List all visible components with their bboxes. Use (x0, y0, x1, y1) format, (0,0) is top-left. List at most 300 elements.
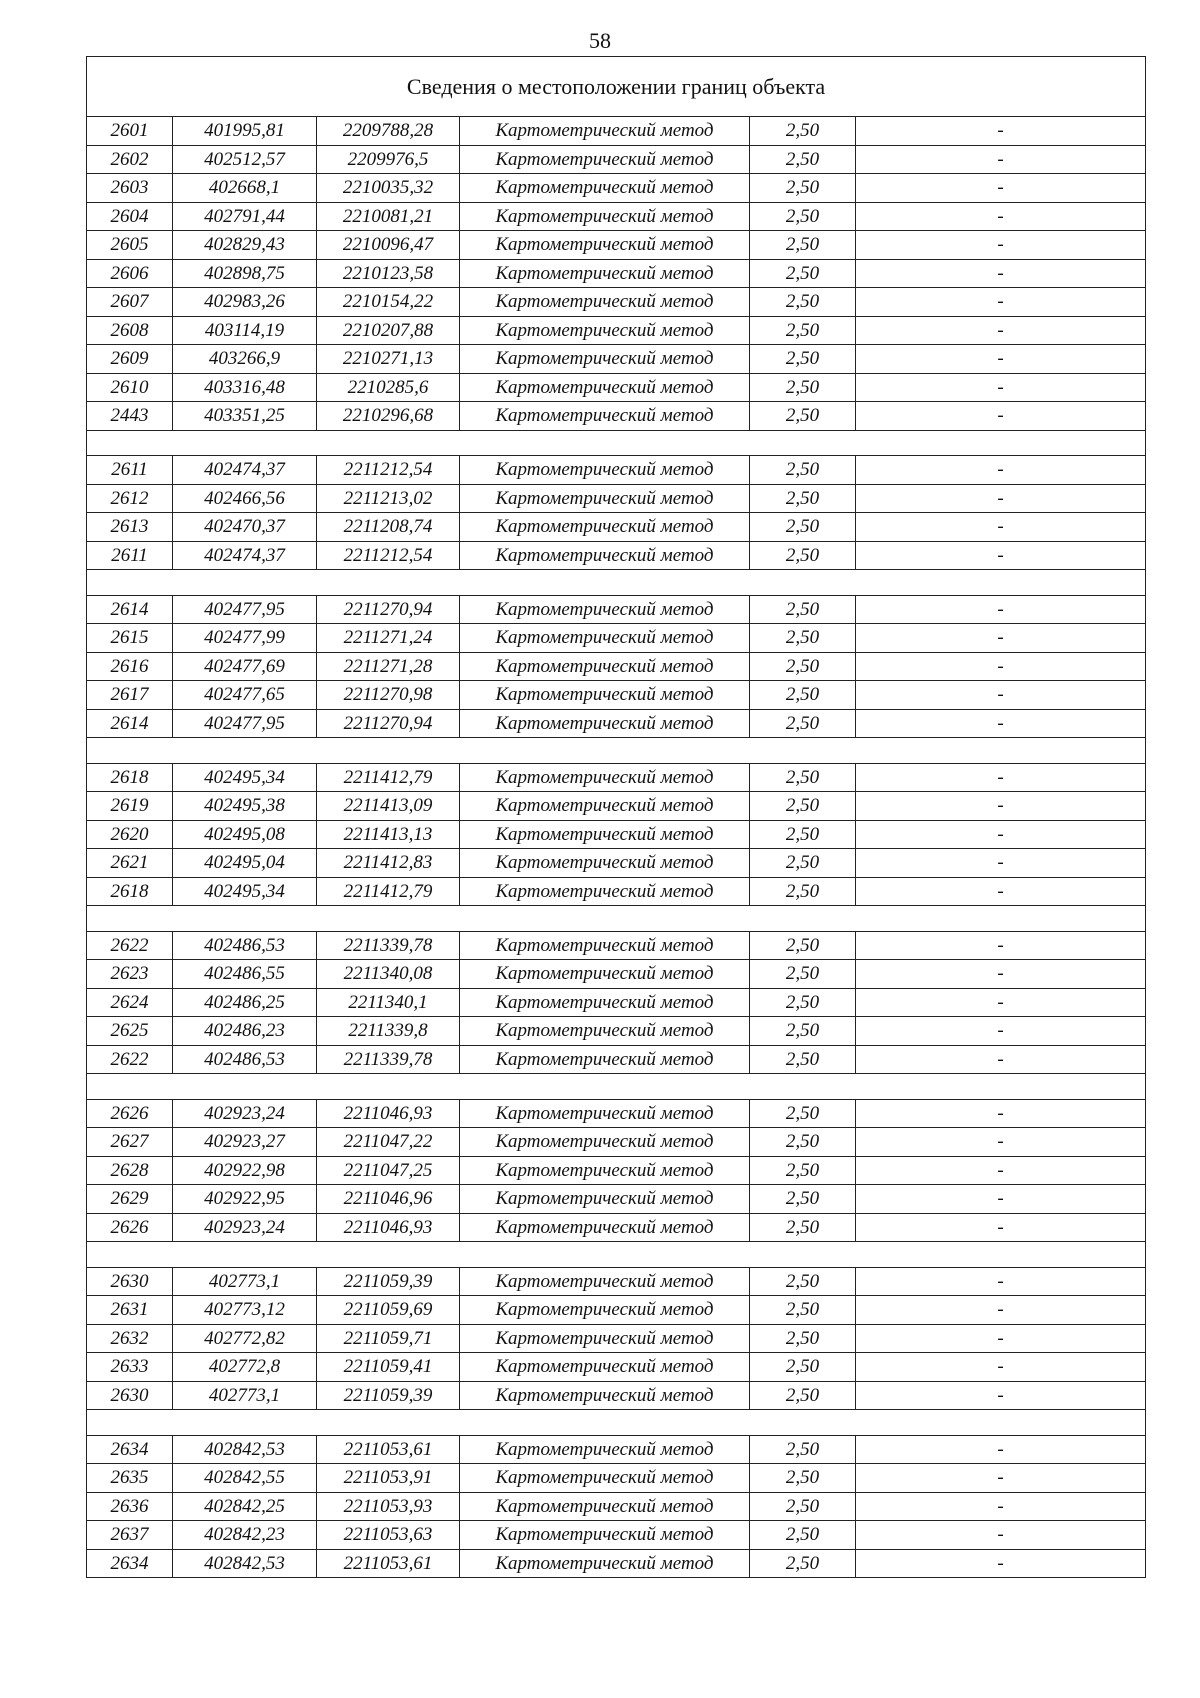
coord-x-cell: 403316,48 (173, 373, 317, 402)
table-row (87, 513, 1146, 542)
precision-cell: 2,50 (750, 1464, 856, 1493)
coord-x-cell: 402495,04 (173, 849, 317, 878)
table-row (87, 145, 1146, 174)
method-cell: Картометрический метод (460, 316, 750, 345)
method-cell: Картометрический метод (460, 1267, 750, 1296)
description-cell: - (856, 849, 1146, 878)
table-row (87, 960, 1146, 989)
description-cell: - (856, 456, 1146, 485)
table-row (87, 1296, 1146, 1325)
coord-y-cell: 2211271,28 (317, 652, 460, 681)
method-cell: Картометрический метод (460, 231, 750, 260)
coord-y-cell: 2211412,79 (317, 763, 460, 792)
method-cell: Картометрический метод (460, 652, 750, 681)
method-cell: Картометрический метод (460, 1017, 750, 1046)
method-cell: Картометрический метод (460, 877, 750, 906)
coord-x-cell: 402486,25 (173, 988, 317, 1017)
precision-cell: 2,50 (750, 1045, 856, 1074)
coord-y-cell: 2211059,41 (317, 1353, 460, 1382)
description-cell: - (856, 681, 1146, 710)
coord-x-cell: 402842,23 (173, 1521, 317, 1550)
precision-cell: 2,50 (750, 1521, 856, 1550)
precision-cell: 2,50 (750, 456, 856, 485)
table-row (87, 345, 1146, 374)
coord-y-cell: 2209976,5 (317, 145, 460, 174)
table-title: Сведения о местоположении границ объекта (87, 57, 1146, 117)
precision-cell: 2,50 (750, 1185, 856, 1214)
coord-x-cell: 402923,24 (173, 1213, 317, 1242)
table-row (87, 1099, 1146, 1128)
description-cell: - (856, 145, 1146, 174)
coord-x-cell: 402773,1 (173, 1381, 317, 1410)
table-row (87, 1267, 1146, 1296)
point-number-cell: 2602 (87, 145, 173, 174)
point-number-cell: 2637 (87, 1521, 173, 1550)
table-row (87, 763, 1146, 792)
point-number-cell: 2620 (87, 820, 173, 849)
point-number-cell: 2631 (87, 1296, 173, 1325)
group-separator (87, 1410, 1146, 1436)
coord-x-cell: 402842,53 (173, 1435, 317, 1464)
point-number-cell: 2443 (87, 402, 173, 431)
precision-cell: 2,50 (750, 288, 856, 317)
coord-x-cell: 402842,55 (173, 1464, 317, 1493)
description-cell: - (856, 595, 1146, 624)
description-cell: - (856, 174, 1146, 203)
method-cell: Картометрический метод (460, 1492, 750, 1521)
coord-y-cell: 2210207,88 (317, 316, 460, 345)
description-cell: - (856, 1381, 1146, 1410)
point-number-cell: 2634 (87, 1435, 173, 1464)
page-number: 58 (589, 28, 611, 53)
method-cell: Картометрический метод (460, 513, 750, 542)
coord-y-cell: 2209788,28 (317, 117, 460, 146)
table-row (87, 316, 1146, 345)
point-number-cell: 2611 (87, 456, 173, 485)
description-cell: - (856, 1353, 1146, 1382)
coord-y-cell: 2211059,71 (317, 1324, 460, 1353)
group-separator (87, 1242, 1146, 1268)
point-number-cell: 2619 (87, 792, 173, 821)
description-cell: - (856, 820, 1146, 849)
precision-cell: 2,50 (750, 145, 856, 174)
table-row (87, 456, 1146, 485)
method-cell: Картометрический метод (460, 1099, 750, 1128)
description-cell: - (856, 1045, 1146, 1074)
point-number-cell: 2624 (87, 988, 173, 1017)
point-number-cell: 2604 (87, 202, 173, 231)
table-row (87, 820, 1146, 849)
description-cell: - (856, 513, 1146, 542)
coord-y-cell: 2211053,63 (317, 1521, 460, 1550)
description-cell: - (856, 1017, 1146, 1046)
description-cell: - (856, 960, 1146, 989)
group-separator (87, 430, 1146, 456)
precision-cell: 2,50 (750, 1381, 856, 1410)
method-cell: Картометрический метод (460, 1549, 750, 1578)
description-cell: - (856, 1464, 1146, 1493)
coord-y-cell: 2210296,68 (317, 402, 460, 431)
method-cell: Картометрический метод (460, 792, 750, 821)
precision-cell: 2,50 (750, 709, 856, 738)
precision-cell: 2,50 (750, 681, 856, 710)
description-cell: - (856, 1549, 1146, 1578)
precision-cell: 2,50 (750, 931, 856, 960)
description-cell: - (856, 1296, 1146, 1325)
precision-cell: 2,50 (750, 1213, 856, 1242)
method-cell: Картометрический метод (460, 595, 750, 624)
method-cell: Картометрический метод (460, 1435, 750, 1464)
coord-x-cell: 402495,08 (173, 820, 317, 849)
precision-cell: 2,50 (750, 1435, 856, 1464)
method-cell: Картометрический метод (460, 288, 750, 317)
precision-cell: 2,50 (750, 988, 856, 1017)
point-number-cell: 2626 (87, 1213, 173, 1242)
coord-x-cell: 403114,19 (173, 316, 317, 345)
coord-x-cell: 403266,9 (173, 345, 317, 374)
point-number-cell: 2616 (87, 652, 173, 681)
separator-cell (87, 1242, 1146, 1268)
precision-cell: 2,50 (750, 1267, 856, 1296)
method-cell: Картометрический метод (460, 484, 750, 513)
table-row (87, 595, 1146, 624)
coord-y-cell: 2210123,58 (317, 259, 460, 288)
coord-y-cell: 2210096,47 (317, 231, 460, 260)
coord-y-cell: 2211059,69 (317, 1296, 460, 1325)
description-cell: - (856, 1128, 1146, 1157)
coord-y-cell: 2211053,93 (317, 1492, 460, 1521)
point-number-cell: 2608 (87, 316, 173, 345)
point-number-cell: 2614 (87, 595, 173, 624)
description-cell: - (856, 1521, 1146, 1550)
method-cell: Картометрический метод (460, 988, 750, 1017)
precision-cell: 2,50 (750, 624, 856, 653)
precision-cell: 2,50 (750, 231, 856, 260)
point-number-cell: 2635 (87, 1464, 173, 1493)
coord-x-cell: 402474,37 (173, 541, 317, 570)
method-cell: Картометрический метод (460, 259, 750, 288)
description-cell: - (856, 1213, 1146, 1242)
description-cell: - (856, 231, 1146, 260)
point-number-cell: 2636 (87, 1492, 173, 1521)
method-cell: Картометрический метод (460, 1156, 750, 1185)
point-number-cell: 2612 (87, 484, 173, 513)
point-number-cell: 2610 (87, 373, 173, 402)
coord-x-cell: 402486,53 (173, 931, 317, 960)
description-cell: - (856, 345, 1146, 374)
description-cell: - (856, 709, 1146, 738)
coord-x-cell: 402495,38 (173, 792, 317, 821)
description-cell: - (856, 1435, 1146, 1464)
method-cell: Картометрический метод (460, 1353, 750, 1382)
table-row (87, 202, 1146, 231)
precision-cell: 2,50 (750, 1324, 856, 1353)
table-row (87, 1381, 1146, 1410)
coord-x-cell: 402983,26 (173, 288, 317, 317)
point-number-cell: 2628 (87, 1156, 173, 1185)
table-row (87, 288, 1146, 317)
precision-cell: 2,50 (750, 1156, 856, 1185)
method-cell: Картометрический метод (460, 1185, 750, 1214)
coord-y-cell: 2211208,74 (317, 513, 460, 542)
method-cell: Картометрический метод (460, 345, 750, 374)
coord-y-cell: 2211053,61 (317, 1435, 460, 1464)
table-row (87, 1464, 1146, 1493)
table-row (87, 1156, 1146, 1185)
precision-cell: 2,50 (750, 849, 856, 878)
coord-x-cell: 402495,34 (173, 763, 317, 792)
method-cell: Картометрический метод (460, 1381, 750, 1410)
method-cell: Картометрический метод (460, 541, 750, 570)
point-number-cell: 2607 (87, 288, 173, 317)
description-cell: - (856, 652, 1146, 681)
coord-y-cell: 2211053,61 (317, 1549, 460, 1578)
separator-cell (87, 570, 1146, 596)
coord-y-cell: 2210154,22 (317, 288, 460, 317)
coord-x-cell: 402668,1 (173, 174, 317, 203)
precision-cell: 2,50 (750, 316, 856, 345)
table-row (87, 117, 1146, 146)
point-number-cell: 2625 (87, 1017, 173, 1046)
coord-y-cell: 2211053,91 (317, 1464, 460, 1493)
method-cell: Картометрический метод (460, 373, 750, 402)
precision-cell: 2,50 (750, 652, 856, 681)
coord-x-cell: 402466,56 (173, 484, 317, 513)
table-row (87, 624, 1146, 653)
coord-x-cell: 402477,65 (173, 681, 317, 710)
point-number-cell: 2622 (87, 1045, 173, 1074)
coord-y-cell: 2211047,25 (317, 1156, 460, 1185)
table-row (87, 1128, 1146, 1157)
coord-y-cell: 2211059,39 (317, 1381, 460, 1410)
point-number-cell: 2617 (87, 681, 173, 710)
coord-y-cell: 2210081,21 (317, 202, 460, 231)
method-cell: Картометрический метод (460, 1128, 750, 1157)
boundary-table (86, 56, 1146, 1578)
precision-cell: 2,50 (750, 202, 856, 231)
coord-x-cell: 401995,81 (173, 117, 317, 146)
table-row (87, 484, 1146, 513)
separator-cell (87, 1410, 1146, 1436)
table-row (87, 1324, 1146, 1353)
method-cell: Картометрический метод (460, 202, 750, 231)
coord-x-cell: 402829,43 (173, 231, 317, 260)
coord-x-cell: 402486,23 (173, 1017, 317, 1046)
table-row (87, 849, 1146, 878)
group-separator (87, 1074, 1146, 1100)
description-cell: - (856, 624, 1146, 653)
table-row (87, 402, 1146, 431)
precision-cell: 2,50 (750, 117, 856, 146)
coord-x-cell: 402922,98 (173, 1156, 317, 1185)
method-cell: Картометрический метод (460, 763, 750, 792)
table-row (87, 1549, 1146, 1578)
precision-cell: 2,50 (750, 1492, 856, 1521)
group-separator (87, 906, 1146, 932)
coord-y-cell: 2211270,98 (317, 681, 460, 710)
precision-cell: 2,50 (750, 1099, 856, 1128)
point-number-cell: 2622 (87, 931, 173, 960)
description-cell: - (856, 877, 1146, 906)
description-cell: - (856, 931, 1146, 960)
method-cell: Картометрический метод (460, 820, 750, 849)
coord-x-cell: 402773,1 (173, 1267, 317, 1296)
method-cell: Картометрический метод (460, 1521, 750, 1550)
point-number-cell: 2609 (87, 345, 173, 374)
table-row (87, 681, 1146, 710)
table-row (87, 231, 1146, 260)
point-number-cell: 2618 (87, 877, 173, 906)
precision-cell: 2,50 (750, 402, 856, 431)
point-number-cell: 2630 (87, 1381, 173, 1410)
table-row (87, 1185, 1146, 1214)
table-row (87, 931, 1146, 960)
table-row (87, 1017, 1146, 1046)
point-number-cell: 2614 (87, 709, 173, 738)
description-cell: - (856, 316, 1146, 345)
precision-cell: 2,50 (750, 960, 856, 989)
method-cell: Картометрический метод (460, 1213, 750, 1242)
coord-x-cell: 402898,75 (173, 259, 317, 288)
precision-cell: 2,50 (750, 877, 856, 906)
coord-x-cell: 402477,95 (173, 595, 317, 624)
coord-x-cell: 402477,95 (173, 709, 317, 738)
coord-y-cell: 2211339,78 (317, 931, 460, 960)
description-cell: - (856, 541, 1146, 570)
point-number-cell: 2611 (87, 541, 173, 570)
coord-y-cell: 2210035,32 (317, 174, 460, 203)
coord-y-cell: 2211412,79 (317, 877, 460, 906)
coord-y-cell: 2211046,93 (317, 1213, 460, 1242)
coord-y-cell: 2210271,13 (317, 345, 460, 374)
point-number-cell: 2615 (87, 624, 173, 653)
table-row (87, 1213, 1146, 1242)
table-row (87, 877, 1146, 906)
point-number-cell: 2621 (87, 849, 173, 878)
point-number-cell: 2627 (87, 1128, 173, 1157)
point-number-cell: 2606 (87, 259, 173, 288)
coord-x-cell: 402477,69 (173, 652, 317, 681)
table-row (87, 541, 1146, 570)
method-cell: Картометрический метод (460, 960, 750, 989)
separator-cell (87, 906, 1146, 932)
coord-x-cell: 402474,37 (173, 456, 317, 485)
coord-x-cell: 402922,95 (173, 1185, 317, 1214)
coord-x-cell: 402477,99 (173, 624, 317, 653)
table-row (87, 709, 1146, 738)
precision-cell: 2,50 (750, 174, 856, 203)
group-separator (87, 738, 1146, 764)
coord-y-cell: 2211271,24 (317, 624, 460, 653)
point-number-cell: 2632 (87, 1324, 173, 1353)
separator-cell (87, 1074, 1146, 1100)
description-cell: - (856, 259, 1146, 288)
description-cell: - (856, 373, 1146, 402)
coord-y-cell: 2211270,94 (317, 595, 460, 624)
table-row (87, 259, 1146, 288)
point-number-cell: 2618 (87, 763, 173, 792)
method-cell: Картометрический метод (460, 117, 750, 146)
method-cell: Картометрический метод (460, 849, 750, 878)
precision-cell: 2,50 (750, 513, 856, 542)
coord-y-cell: 2211270,94 (317, 709, 460, 738)
point-number-cell: 2613 (87, 513, 173, 542)
coord-y-cell: 2211340,1 (317, 988, 460, 1017)
coord-x-cell: 402923,27 (173, 1128, 317, 1157)
precision-cell: 2,50 (750, 595, 856, 624)
point-number-cell: 2630 (87, 1267, 173, 1296)
coord-x-cell: 402923,24 (173, 1099, 317, 1128)
method-cell: Картометрический метод (460, 174, 750, 203)
method-cell: Картометрический метод (460, 402, 750, 431)
precision-cell: 2,50 (750, 1549, 856, 1578)
coord-x-cell: 402486,53 (173, 1045, 317, 1074)
precision-cell: 2,50 (750, 541, 856, 570)
coord-y-cell: 2211059,39 (317, 1267, 460, 1296)
method-cell: Картометрический метод (460, 456, 750, 485)
separator-cell (87, 430, 1146, 456)
coord-y-cell: 2211212,54 (317, 456, 460, 485)
method-cell: Картометрический метод (460, 1324, 750, 1353)
table-row (87, 373, 1146, 402)
point-number-cell: 2629 (87, 1185, 173, 1214)
coord-y-cell: 2211413,09 (317, 792, 460, 821)
description-cell: - (856, 202, 1146, 231)
precision-cell: 2,50 (750, 484, 856, 513)
coord-x-cell: 402772,82 (173, 1324, 317, 1353)
coord-y-cell: 2211339,78 (317, 1045, 460, 1074)
coord-y-cell: 2211046,93 (317, 1099, 460, 1128)
coord-x-cell: 402470,37 (173, 513, 317, 542)
coord-y-cell: 2211340,08 (317, 960, 460, 989)
precision-cell: 2,50 (750, 373, 856, 402)
point-number-cell: 2623 (87, 960, 173, 989)
coord-x-cell: 403351,25 (173, 402, 317, 431)
precision-cell: 2,50 (750, 763, 856, 792)
coord-x-cell: 402772,8 (173, 1353, 317, 1382)
coord-x-cell: 402512,57 (173, 145, 317, 174)
group-separator (87, 570, 1146, 596)
method-cell: Картометрический метод (460, 709, 750, 738)
precision-cell: 2,50 (750, 1017, 856, 1046)
description-cell: - (856, 288, 1146, 317)
coord-y-cell: 2211339,8 (317, 1017, 460, 1046)
precision-cell: 2,50 (750, 820, 856, 849)
method-cell: Картометрический метод (460, 145, 750, 174)
point-number-cell: 2633 (87, 1353, 173, 1382)
description-cell: - (856, 988, 1146, 1017)
separator-cell (87, 738, 1146, 764)
method-cell: Картометрический метод (460, 931, 750, 960)
point-number-cell: 2626 (87, 1099, 173, 1128)
table-row (87, 1521, 1146, 1550)
coord-y-cell: 2211413,13 (317, 820, 460, 849)
point-number-cell: 2605 (87, 231, 173, 260)
point-number-cell: 2603 (87, 174, 173, 203)
coord-y-cell: 2211412,83 (317, 849, 460, 878)
description-cell: - (856, 1099, 1146, 1128)
method-cell: Картометрический метод (460, 624, 750, 653)
precision-cell: 2,50 (750, 1128, 856, 1157)
table-row (87, 792, 1146, 821)
coord-y-cell: 2211046,96 (317, 1185, 460, 1214)
precision-cell: 2,50 (750, 1353, 856, 1382)
method-cell: Картометрический метод (460, 1045, 750, 1074)
description-cell: - (856, 763, 1146, 792)
coord-x-cell: 402486,55 (173, 960, 317, 989)
table-title-row (87, 57, 1146, 117)
description-cell: - (856, 1267, 1146, 1296)
